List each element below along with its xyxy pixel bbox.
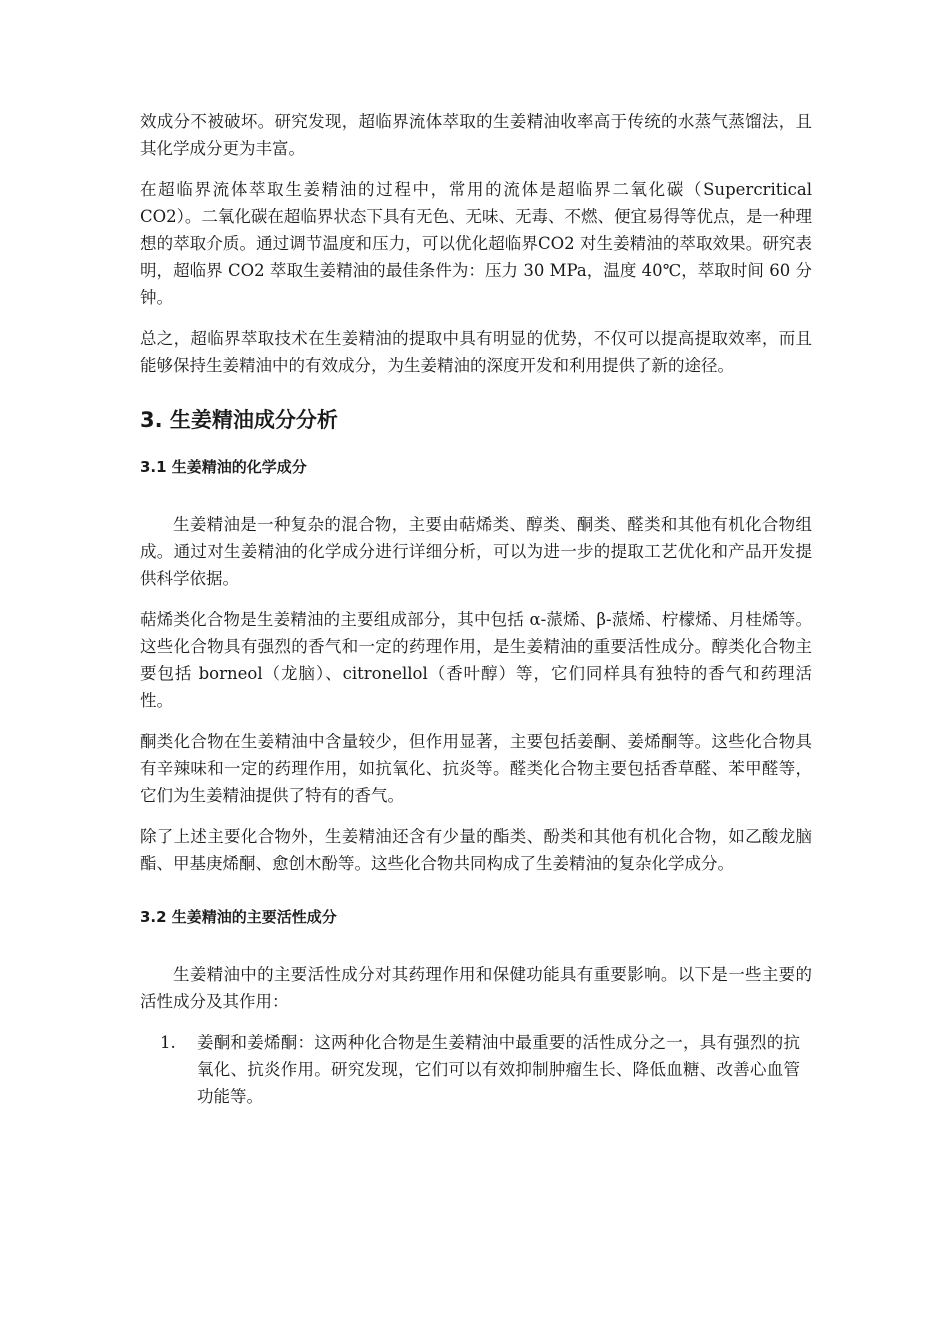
list-item-text: 姜酮和姜烯酮：这两种化合物是生姜精油中最重要的活性成分之一，具有强烈的抗氧化、抗炎作用。研究发现，它们可以有效抑制肿瘤生长、降低血糖、改善心血管功能等。 xyxy=(197,1033,800,1106)
subsection-heading-3-2: 3.2 生姜精油的主要活性成分 xyxy=(140,908,337,926)
paragraph-summary: 总之，超临界萃取技术在生姜精油的提取中具有明显的优势，不仅可以提高提取效率，而且能够保持生姜精油中的有效成分，为生姜精油的深度开发和利用提供了新的途径。 xyxy=(140,329,812,375)
section-heading-3: 3. 生姜精油成分分析 xyxy=(140,408,338,432)
paragraph-chemical-composition-intro: 生姜精油是一种复杂的混合物，主要由萜烯类、醇类、酮类、醛类和其他有机化合物组成。通过对生姜精油的化学成分进行详细分析，可以为进一步的提取工艺优化和产品开发提供科学依据。 xyxy=(140,515,812,588)
list-item-number: 1. xyxy=(160,1033,176,1052)
paragraph-terpenes: 萜烯类化合物是生姜精油的主要组成部分，其中包括 α-蒎烯、β-蒎烯、柠檬烯、月桂烯等。这些化合物具有强烈的香气和一定的药理作用，是生姜精油的重要活性成分。醇类化合物主要包括 borneol（龙脑）、citronellol（香叶醇）等，它们同样具有独特的香气和药理活性。 xyxy=(140,610,812,710)
active-components-list xyxy=(140,1029,812,1110)
list-item xyxy=(140,1029,812,1110)
paragraph-other-compounds: 除了上述主要化合物外，生姜精油还含有少量的酯类、酚类和其他有机化合物，如乙酸龙脑酯、甲基庚烯酮、愈创木酚等。这些化合物共同构成了生姜精油的复杂化学成分。 xyxy=(140,827,812,873)
paragraph-active-components-intro: 生姜精油中的主要活性成分对其药理作用和保健功能具有重要影响。以下是一些主要的活性成分及其作用： xyxy=(140,965,812,1011)
paragraph-ketones-aldehydes: 酮类化合物在生姜精油中含量较少，但作用显著，主要包括姜酮、姜烯酮等。这些化合物具有辛辣味和一定的药理作用，如抗氧化、抗炎等。醛类化合物主要包括香草醛、苯甲醛等，它们为生姜精油提供了特有的香气。 xyxy=(140,732,812,805)
subsection-heading-3-1: 3.1 生姜精油的化学成分 xyxy=(140,458,307,476)
paragraph-supercritical-co2: 在超临界流体萃取生姜精油的过程中，常用的流体是超临界二氧化碳（Supercritical CO2）。二氧化碳在超临界状态下具有无色、无味、无毒、不燃、便宜易得等优点，是一种理想的萃取介质。通过调节温度和压力，可以优化超临界CO2 对生姜精油的萃取效果。研究表明，超临界 CO2 萃取生姜精油的最佳条件为：压力 30 MPa，温度 40℃，萃取时间 60 分钟。 xyxy=(140,180,812,307)
document-page xyxy=(140,108,812,1110)
paragraph-intro-continuation: 效成分不被破坏。研究发现，超临界流体萃取的生姜精油收率高于传统的水蒸气蒸馏法，且其化学成分更为丰富。 xyxy=(140,112,812,158)
